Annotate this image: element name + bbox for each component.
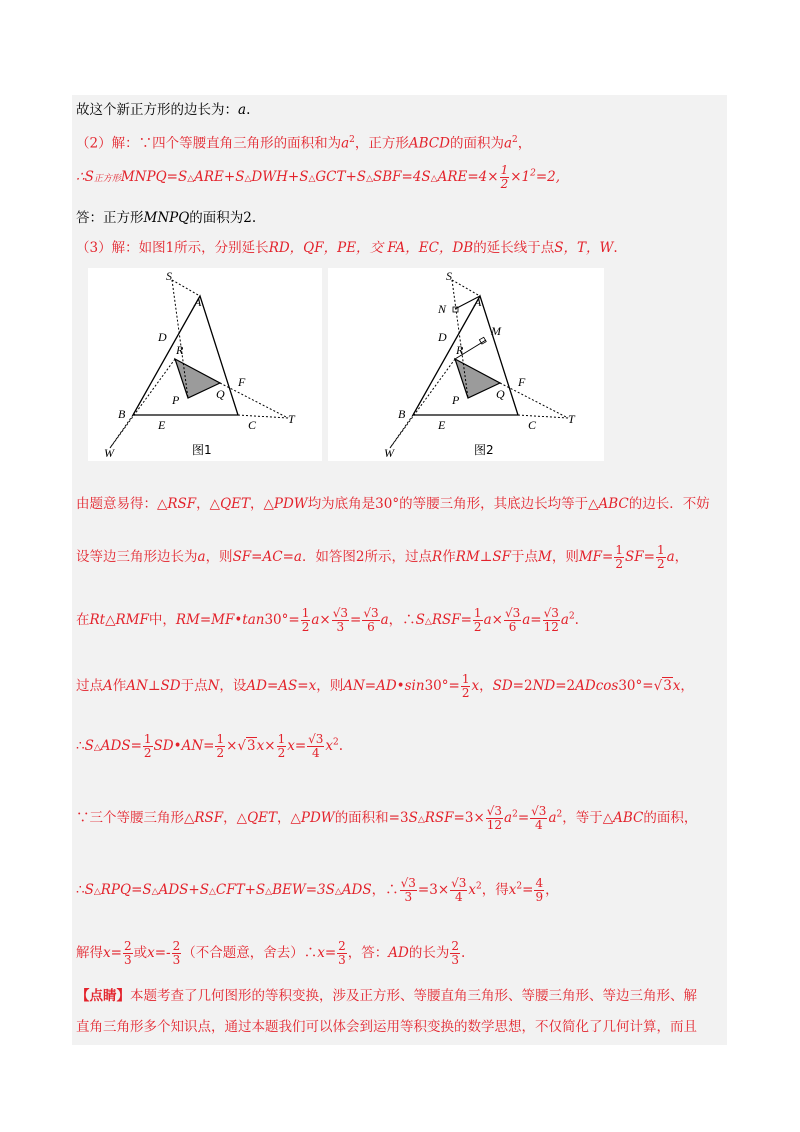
part2-equation: ∴S正方形MNPQ=S△ARE+S△DWH+S△GCT+S△SBF=4S△ARE=4× $\frac{1}{2}$ $\times 1^2=2$,	[76, 163, 561, 191]
label-e-2: E	[438, 418, 446, 432]
para-an-perp-sd: 过点A作AN⊥SD于点N，设AD=AS=x，则AN=AD•sin30°= $\frac{1}{2}$ x，SD=2ND=2ADcos30°=√3x，	[76, 672, 694, 700]
label-s-2: S	[446, 269, 452, 283]
part2-statement: （2）解：∵四个等腰直角三角形的面积和为$a^2$，正方形ABCD的面积为$a^2$，	[76, 135, 532, 152]
label-d: D	[158, 330, 167, 344]
para-isosceles: 由题意易得：△RSF，△QET，△PDW均为底角是30°的等腰三角形，其底边长均等于△ABC的边长．不妨	[76, 496, 710, 512]
label-w: W	[104, 446, 114, 460]
shaded-triangle-rpq-2	[455, 359, 500, 398]
figure-1-diagram	[88, 268, 322, 461]
part3-statement: （3）解：如图1所示，分别延长RD，QF，PE，交 FA，EC，DB的延长线于点S，T，W.	[76, 240, 618, 256]
label-p: P	[172, 393, 180, 407]
para-area-rpq: ∴S△RPQ=S△ADS+S△CFT+S△BEW=3S△ADS，∴ $\frac{√3}{3}$ =3× $\frac{√3}{4}$ $x^2$，得$x^2=$ $\frac{4}{9}$ ，	[76, 876, 559, 904]
label-m: M	[491, 324, 501, 338]
para-side-length-a: 设等边三角形边长为a，则SF=AC=a．如答图2所示，过点R作RM⊥SF于点M，则MF= $\frac{1}{2}$ SF= $\frac{1}{2}$ a，	[76, 543, 689, 571]
label-r-2: R	[456, 343, 464, 357]
label-w-2: W	[384, 446, 394, 460]
label-t: T	[288, 412, 295, 426]
label-t-2: T	[568, 412, 575, 426]
label-b: B	[118, 407, 126, 421]
fraction-one-half: $\frac{1}{2}$	[500, 163, 509, 191]
label-a: A	[194, 295, 202, 309]
para-three-triangles: ∵三个等腰三角形△RSF，△QET，△PDW的面积和=3S△RSF=3× $\frac{√3}{12}$ $a^2=$ $\frac{√3}{4}$ $a^2$，等于△ABC的面积，	[76, 804, 698, 832]
figure-2-diagram	[328, 268, 604, 461]
label-s: S	[166, 269, 172, 283]
para-rt-rmf: 在Rt△RMF中，RM=MF•tan30°= $\frac{1}{2}$ a× $\frac{√3}{3}$ = $\frac{√3}{6}$ a，∴S△RSF= $\frac{1}{2}$ a× $\frac{√3}{6}$ a= $\frac{√3}{12}$ $a^2$.	[76, 606, 579, 634]
label-f: F	[238, 375, 246, 389]
comment-line-2: 直角三角形多个知识点，通过本题我们可以体会到运用等积变换的数学思想，不仅简化了几何计算，而且	[76, 1019, 697, 1035]
label-b-2: B	[398, 407, 406, 421]
figure-2	[328, 268, 604, 461]
label-a-2: A	[474, 295, 482, 309]
figure-1-caption: 图1	[192, 443, 212, 457]
label-r: R	[176, 343, 184, 357]
label-q-2: Q	[496, 387, 505, 401]
label-d-2: D	[438, 330, 447, 344]
shaded-triangle-rpq	[175, 359, 220, 398]
label-c-2: C	[528, 418, 537, 432]
comment-line-1: 【点睛】本题考查了几何图形的等积变换，涉及正方形、等腰直角三角形、等腰三角形、等边三角形、解	[76, 988, 697, 1004]
figure-1	[88, 268, 322, 461]
label-e: E	[158, 418, 166, 432]
label-f-2: F	[518, 375, 526, 389]
para-area-ads: ∴S△ADS= $\frac{1}{2}$ SD•AN= $\frac{1}{2}$ ×√3x× $\frac{1}{2}$ x= $\frac{√3}{4}$ $x^2$.	[76, 732, 344, 760]
figure-2-caption: 图2	[474, 443, 494, 457]
label-c: C	[248, 418, 257, 432]
answer-part2: 答：正方形MNPQ的面积为2.	[76, 210, 257, 226]
label-p-2: P	[452, 393, 460, 407]
label-n: N	[438, 302, 447, 316]
para-solution: 解得x= $\frac{2}{3}$ 或x=- $\frac{2}{3}$ （不合题意，舍去）∴x= $\frac{2}{3}$ ，答：AD的长为 $\frac{2}{3}$ .	[76, 939, 466, 967]
label-q: Q	[216, 387, 225, 401]
line-side-length: 故这个新正方形的边长为：a.	[76, 102, 251, 118]
